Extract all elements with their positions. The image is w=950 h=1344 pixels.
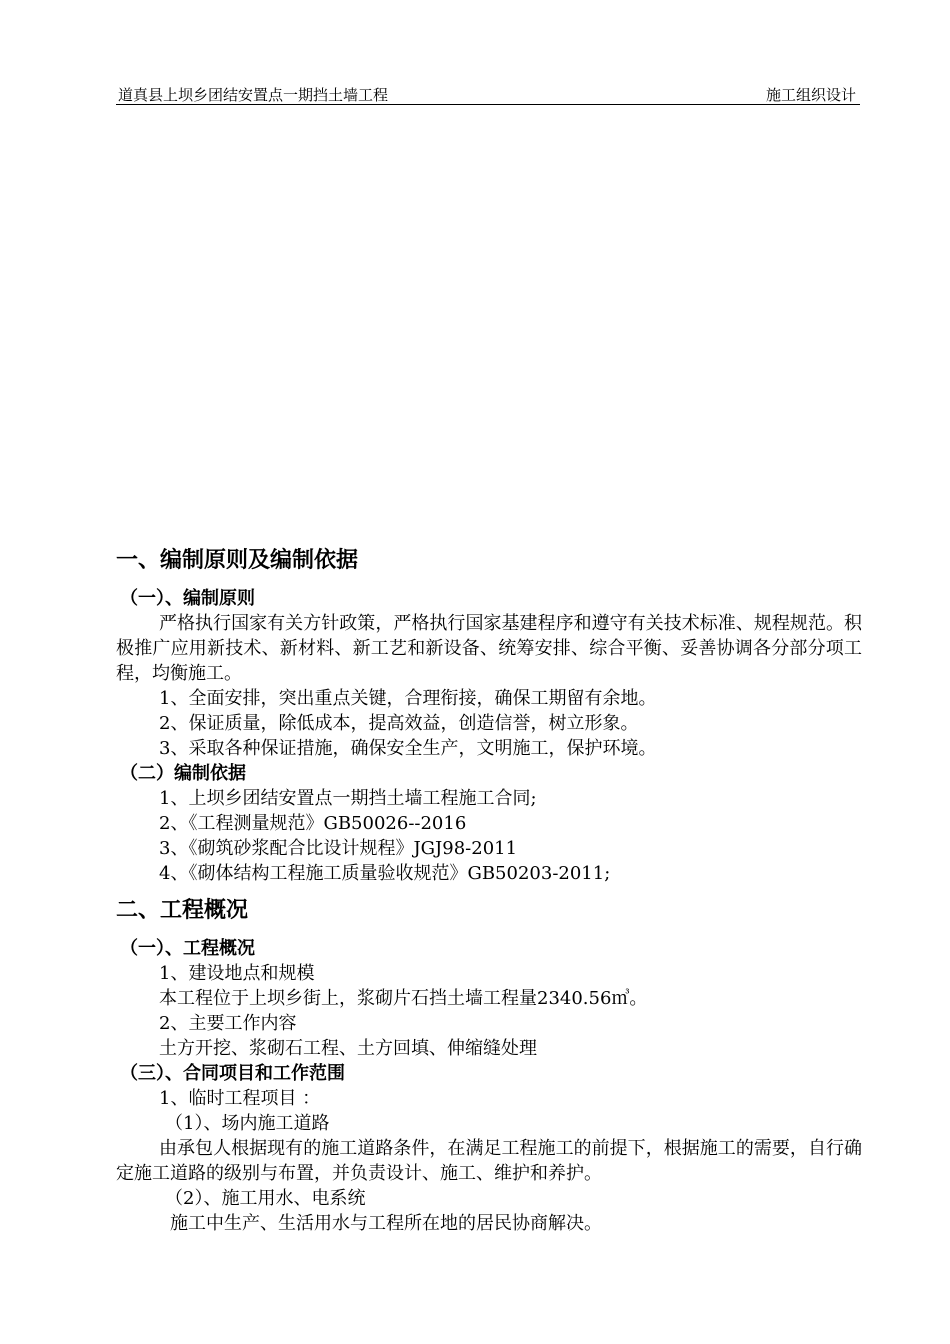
basis-item-3: 3、《砌筑砂浆配合比设计规程》JGJ98-2011 [159,838,518,859]
principle-item-3: 3、采取各种保证措施，确保安全生产，文明施工，保护环境。 [159,738,657,759]
page-header [116,84,860,105]
site-roads-paragraph: 由承包人根据现有的施工道路条件，在满足工程施工的前提下，根据施工的需要，自行确定施工道路的级别与布置，并负责设计、施工、维护和养护。 [116,1138,862,1184]
overview-line-1: 1、建设地点和规模 [159,963,315,984]
overview-line-4: 土方开挖、浆砌石工程、土方回填、伸缩缝处理 [159,1038,537,1059]
subsection-contract-scope-heading: （三）、合同项目和工作范围 [120,1063,345,1084]
contract-item-1: 1、临时工程项目 ： [159,1088,321,1109]
header-document-type: 施工组织设计 [765,86,856,104]
principle-item-2: 2、保证质量，除低成本，提高效益，创造信誉，树立形象。 [159,713,639,734]
subsection-principles-heading: （一）、编制原则 [120,588,255,609]
subsection-basis-heading: （二）编制依据 [120,763,246,784]
overview-line-3: 2、主要工作内容 [159,1013,297,1034]
contract-item-1-2: （2）、施工用水、电系统 [165,1188,366,1209]
basis-item-2: 2、《工程测量规范》GB50026--2016 [159,813,467,834]
basis-item-1: 1、上坝乡团结安置点一期挡土墙工程施工合同; [159,788,537,809]
overview-line-2: 本工程位于上坝乡街上，浆砌片石挡土墙工程量2340.56㎥。 [159,988,648,1009]
principles-paragraph: 严格执行国家有关方针政策，严格执行国家基建程序和遵守有关技术标准、规程规范。积极推广应用新技术、新材料、新工艺和新设备、统筹安排、综合平衡、妥善协调各分部分项工程，均衡施工。 [116,613,862,684]
section-1-heading: 一、编制原则及编制依据 [116,548,359,573]
section-2-heading: 二、工程概况 [116,898,249,923]
header-project-name: 道真县上坝乡团结安置点一期挡土墙工程 [118,86,389,104]
basis-item-4: 4、《砌体结构工程施工质量验收规范》GB50203-2011; [159,863,611,884]
document-body [116,548,862,1236]
water-power-paragraph: 施工中生产、生活用水与工程所在地的居民协商解决。 [170,1213,602,1234]
principle-item-1: 1、全面安排，突出重点关键，合理衔接，确保工期留有余地。 [159,688,657,709]
subsection-overview-heading: （一）、工程概况 [120,938,255,959]
contract-item-1-1: （1）、场内施工道路 [165,1113,330,1134]
